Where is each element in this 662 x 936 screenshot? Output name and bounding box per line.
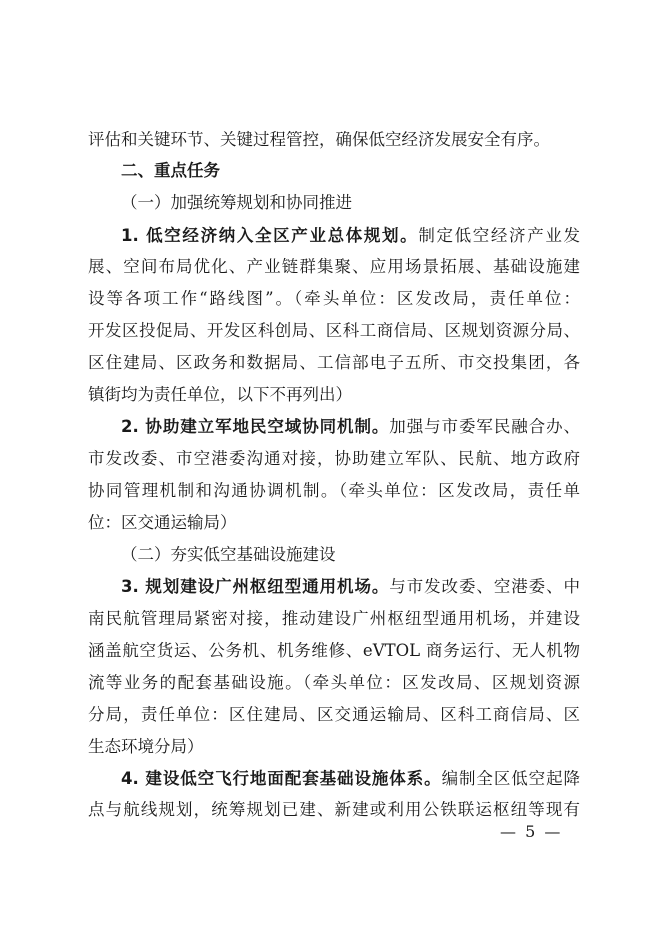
item-3-line-3: 涵盖航空货运、公务机、机务维修、eVTOL 商务运行、无人机物	[88, 641, 580, 660]
item-2-line-1	[121, 417, 580, 437]
item-3-line-6: 生态环境分局）	[88, 737, 204, 756]
item-3-line-1-text: 与市发改委、空港委、中	[389, 577, 580, 596]
item-1-line-5: 区住建局、区政务和数据局、工信部电子五所、市交投集团，各	[88, 353, 580, 372]
item-3-line-2: 南民航管理局紧密对接，推动建设广州枢纽型通用机场，并建设	[88, 609, 580, 628]
section-heading-key-tasks: 二、重点任务	[121, 161, 220, 180]
item-4-line-2: 点与航线规划，统筹规划已建、新建或利用公铁联运枢纽等现有	[88, 800, 580, 819]
item-3-line-4: 流等业务的配套基础设施。（牵头单位：区发改局、区规划资源	[88, 673, 580, 692]
item-4-heading: 4. 建设低空飞行地面配套基础设施体系。	[121, 769, 442, 788]
item-2-line-3: 协同管理机制和沟通协调机制。（牵头单位：区发改局，责任单	[88, 481, 580, 500]
item-2-line-1-text: 加强与市委军民融合办、	[389, 417, 580, 436]
item-3-line-1	[121, 577, 580, 597]
item-3-heading: 3. 规划建设广州枢纽型通用机场。	[121, 577, 390, 596]
item-1-line-6: 镇街均为责任单位，以下不再列出）	[88, 385, 352, 404]
item-4-line-1-text: 编制全区低空起降	[441, 769, 581, 788]
page-number: — 5 —	[500, 822, 563, 841]
intro-line-1: 评估和关键环节、关键过程管控，确保低空经济发展安全有序。	[88, 130, 550, 149]
item-1-heading: 1. 低空经济纳入全区产业总体规划。	[121, 226, 419, 245]
subsection-heading-2: （二）夯实低空基础设施建设	[121, 545, 336, 564]
item-2-heading: 2. 协助建立军地民空域协同机制。	[121, 417, 390, 436]
item-1-line-1-text: 制定低空经济产业发	[418, 226, 580, 245]
item-1-line-3: 设等各项工作“路线图”。（牵头单位：区发改局，责任单位：	[88, 289, 580, 308]
item-3-line-5: 分局，责任单位：区住建局、区交通运输局、区科工商信局、区	[88, 705, 580, 724]
item-2-line-4: 位：区交通运输局）	[88, 513, 237, 532]
item-1-line-2: 展、空间布局优化、产业链群集聚、应用场景拓展、基础设施建	[88, 257, 580, 276]
item-4-line-1	[121, 769, 580, 789]
item-1-line-4: 开发区投促局、开发区科创局、区科工商信局、区规划资源分局、	[88, 321, 580, 340]
subsection-heading-1: （一）加强统筹规划和协同推进	[121, 193, 352, 212]
item-1-line-1	[121, 226, 580, 246]
item-2-line-2: 市发改委、市空港委沟通对接，协助建立军队、民航、地方政府	[88, 449, 580, 468]
